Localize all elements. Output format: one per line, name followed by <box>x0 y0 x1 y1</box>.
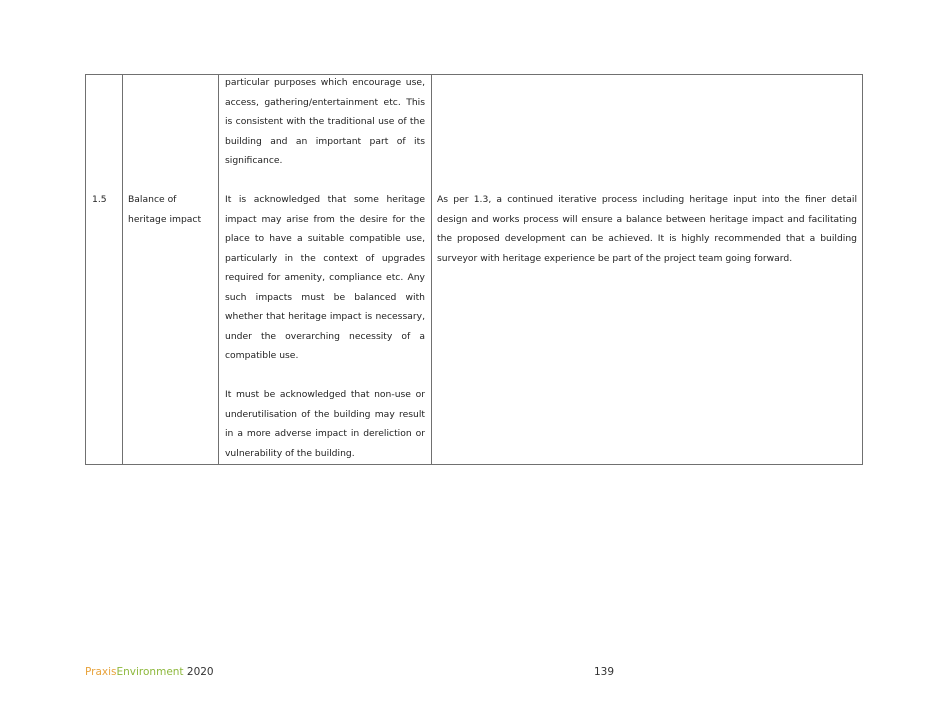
column-divider <box>122 75 123 464</box>
footer-year: 2020 <box>186 666 214 678</box>
page-number: 139 <box>594 666 615 678</box>
description-paragraph-2: It must be acknowledged that non-use or underutilisation of the building may result in a more adverse impact in dereliction or vulnerability of the building. <box>225 389 425 459</box>
brand-praxis: Praxis <box>85 666 117 678</box>
column-divider <box>431 75 432 464</box>
row-number: 1.5 <box>92 194 107 205</box>
continued-description-text: particular purposes which encourage use, access, gathering/entertainment etc. This is consistent with the traditional use of the building and an important part of its significance. <box>225 77 425 166</box>
column-divider <box>218 75 219 464</box>
continued-row-description <box>225 73 425 171</box>
heritage-assessment-table <box>85 74 863 465</box>
row-description <box>225 190 425 463</box>
row-heading: Balance of heritage impact <box>128 194 202 225</box>
row-response: As per 1.3, a continued iterative process including heritage input into the finer detail design and works process will ensure a balance between heritage impact and facilitating the proposed development can be achieved. It is highly recommended that a building surveyor with heritage experience be part of the project team going forward. <box>437 194 857 264</box>
footer-brand <box>85 664 214 680</box>
description-paragraph-1: It is acknowledged that some heritage impact may arise from the desire for the place to have a suitable compatible use, particularly in the context of upgrades required for amenity, compliance etc. Any such impacts must be balanced with whether that heritage impact is necessary, under the overarching necessity of a compatible use. <box>225 194 425 361</box>
brand-environment: Environment <box>116 666 184 678</box>
